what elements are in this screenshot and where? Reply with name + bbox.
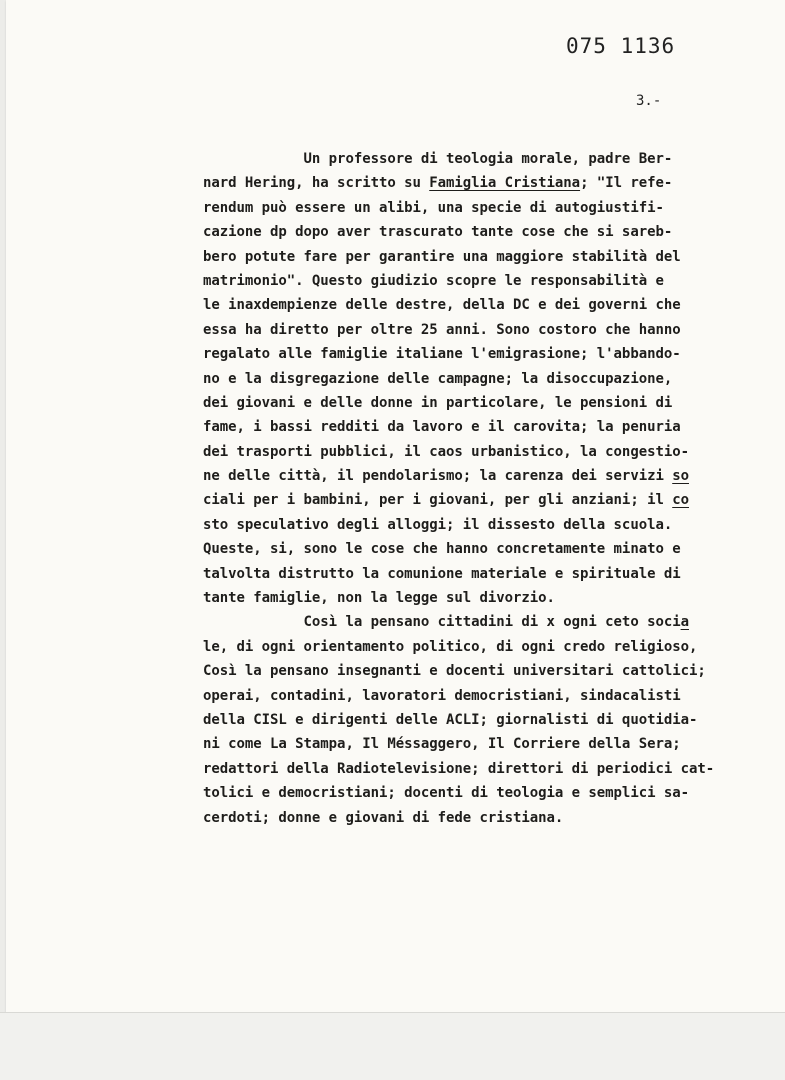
text-line [203, 659, 783, 683]
text-segment: dei giovani e delle donne in particolare, le pensioni di [203, 394, 673, 411]
text-line [203, 806, 783, 830]
underlined-text: co [672, 492, 689, 509]
text-segment: no e la disgregazione delle campagne; la disoccupazione, [203, 370, 673, 387]
text-segment: nard Hering, ha scritto su [203, 175, 430, 192]
text-line [203, 220, 783, 244]
text-line [203, 562, 783, 586]
underlined-text: a [680, 614, 689, 631]
text-line [203, 196, 783, 220]
text-line [203, 293, 783, 317]
text-segment: Così la pensano cittadini di x ogni ceto soci [203, 614, 681, 631]
text-line [203, 610, 783, 634]
page-number: 3.- [636, 93, 662, 109]
text-segment: talvolta distrutto la comunione materiale e spirituale di [203, 565, 681, 582]
text-line [203, 269, 783, 293]
text-line [203, 732, 783, 756]
text-segment: tolici e democristiani; docenti di teologia e semplici sa- [203, 785, 689, 802]
text-segment: le inaxdempienze delle destre, della DC e dei governi che [203, 297, 681, 314]
text-line [203, 488, 783, 512]
text-segment: regalato alle famiglie italiane l'emigrasione; l'abbando- [203, 346, 681, 363]
text-segment: fame, i bassi redditi da lavoro e il carovita; la penuria [203, 419, 681, 436]
text-segment: rendum può essere un alibi, una specie di autogiustifi- [203, 199, 664, 216]
text-line [203, 586, 783, 610]
text-segment: ne delle città, il pendolarismo; la carenza dei servizi [203, 468, 673, 485]
text-segment: ni come La Stampa, Il Méssaggero, Il Corriere della Sera; [203, 736, 681, 753]
archive-number: 075 1136 [566, 34, 676, 58]
text-line [203, 537, 783, 561]
text-line [203, 635, 783, 659]
text-segment: matrimonio". Questo giudizio scopre le responsabilità e [203, 272, 664, 289]
text-segment: bero potute fare per garantire una maggiore stabilità del [203, 248, 681, 265]
text-line [203, 781, 783, 805]
text-segment: cerdoti; donne e giovani di fede cristiana. [203, 809, 564, 826]
body-text [203, 147, 783, 830]
text-segment: cazione dp dopo aver trascurato tante cose che si sareb- [203, 224, 673, 241]
text-segment: ; "Il refe- [580, 175, 673, 192]
text-line [203, 318, 783, 342]
text-line [203, 245, 783, 269]
text-segment: le, di ogni orientamento politico, di ogni credo religioso, [203, 638, 698, 655]
text-line [203, 708, 783, 732]
text-segment: operai, contadini, lavoratori democristiani, sindacalisti [203, 687, 681, 704]
scan-background [0, 1012, 785, 1080]
text-line [203, 171, 783, 195]
text-segment: dei trasporti pubblici, il caos urbanistico, la congestio- [203, 443, 689, 460]
text-line [203, 757, 783, 781]
text-segment: essa ha diretto per oltre 25 anni. Sono costoro che hanno [203, 321, 681, 338]
text-segment: Così la pensano insegnanti e docenti universitari cattolici; [203, 663, 706, 680]
text-line [203, 147, 783, 171]
text-line [203, 415, 783, 439]
underlined-text: so [672, 468, 689, 485]
text-segment: Un professore di teologia morale, padre Ber- [203, 151, 673, 167]
text-line [203, 684, 783, 708]
text-segment: sto speculativo degli alloggi; il dissesto della scuola. [203, 516, 673, 533]
text-line [203, 440, 783, 464]
text-line [203, 513, 783, 537]
text-line [203, 391, 783, 415]
text-segment: redattori della Radiotelevisione; direttori di periodici cat- [203, 760, 715, 777]
underlined-text: Famiglia Cristiana [429, 175, 581, 192]
text-line [203, 464, 783, 488]
text-segment: ciali per i bambini, per i giovani, per gli anziani; il [203, 492, 673, 509]
text-segment: della CISL e dirigenti delle ACLI; giornalisti di quotidia- [203, 711, 698, 728]
text-line [203, 367, 783, 391]
text-segment: tante famiglie, non la legge sul divorzio. [203, 590, 555, 607]
text-line [203, 342, 783, 366]
text-segment: Queste, si, sono le cose che hanno concretamente minato e [203, 541, 681, 558]
